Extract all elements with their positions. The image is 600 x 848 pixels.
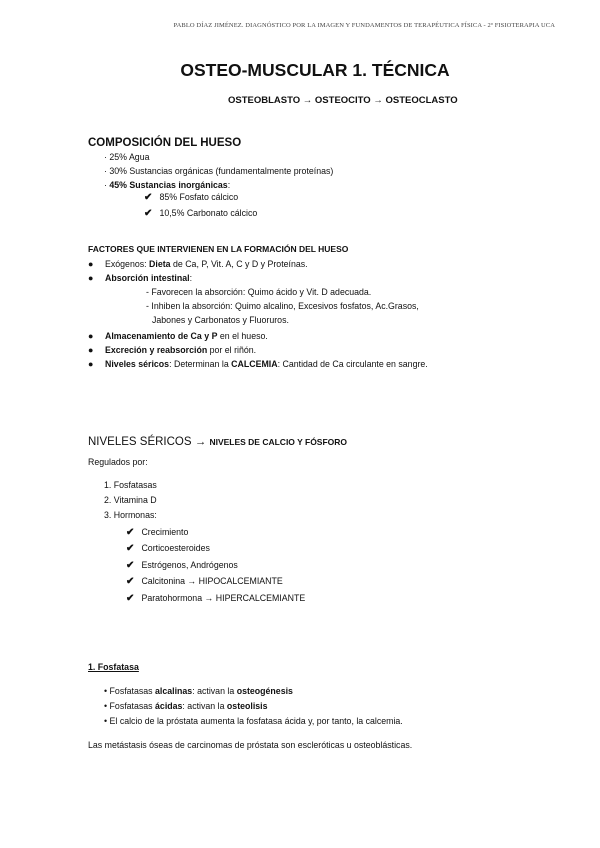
excrecion-rest: por el riñón. [207, 345, 257, 355]
hormona-4-text: Calcitonina → HIPOCALCEMIANTE [141, 576, 283, 586]
check-icon: ✔ [144, 192, 153, 203]
inorganicas-bold: 45% Sustancias inorgánicas [109, 180, 228, 190]
fosfatasa-bullet-1 [104, 686, 293, 696]
niveles-rest: : Cantidad de Ca circulante en sangre. [277, 359, 428, 369]
bullet-icon: • [104, 716, 108, 726]
absorcion-inhiben-2: Jabones y Carbonatos y Fluoruros. [152, 315, 289, 325]
niveles-bold: Niveles séricos [105, 359, 170, 369]
check-icon: ✔ [126, 576, 135, 587]
b1-alcalinas: alcalinas [155, 686, 193, 696]
bullet-icon: ● [88, 345, 94, 355]
composicion-organicas: · 30% Sustancias orgánicas (fundamentalmente proteínas) [104, 166, 334, 176]
absorcion-favorecen: - Favorecen la absorción: Quimo ácido y Vit. D adecuada. [146, 287, 372, 297]
check-icon: ✔ [126, 560, 135, 571]
bullet-icon: • [104, 701, 108, 711]
niveles-heading-sub: NIVELES DE CALCIO Y FÓSFORO [209, 437, 348, 447]
factores-absorcion [88, 273, 192, 283]
hormona-1-text: Crecimiento [141, 527, 189, 537]
bullet-icon: • [104, 686, 108, 696]
composicion-agua: · 25% Agua [104, 152, 150, 162]
check-icon: ✔ [126, 543, 135, 554]
fosfatasa-bullet-2 [104, 701, 268, 711]
factores-exogenos [88, 259, 308, 269]
page-header: PABLO DÍAZ JIMÉNEZ. DIAGNÓSTICO POR LA IMAGEN Y FUNDAMENTOS DE TERAPÉUTICA FÍSICA - 2º FISIOTERAPIA UCA [173, 22, 555, 29]
factores-niveles [88, 359, 428, 369]
niveles-regulados: Regulados por: [88, 457, 148, 467]
calcemia-bold: CALCEMIA [231, 359, 278, 369]
fosfatasa-metastasis: Las metástasis óseas de carcinomas de próstata son escleróticas u osteoblásticas. [88, 740, 413, 750]
b1-osteogenesis: osteogénesis [236, 686, 293, 696]
factores-excrecion [88, 345, 256, 355]
page-subtitle: OSTEOBLASTO → OSTEOCITO → OSTEOCLASTO [228, 95, 458, 106]
almacen-bold: Almacenamiento de Ca y P [105, 331, 218, 341]
page-title: OSTEO-MUSCULAR 1. TÉCNICA [180, 60, 450, 80]
hormona-5 [126, 593, 305, 604]
exogenos-rest: de Ca, P, Vit. A, C y D y Proteínas. [170, 259, 308, 269]
niveles-heading-main: NIVELES SÉRICOS → [88, 436, 210, 448]
niveles-mid: : Determinan la [169, 359, 232, 369]
inorganicas-prefix: · [104, 180, 110, 190]
composicion-check-2 [144, 208, 257, 219]
absorcion-colon: : [189, 273, 193, 283]
b3-text: El calcio de la próstata aumenta la fosfatasa ácida y, por tanto, la calcemia. [109, 716, 403, 726]
hormona-3 [126, 560, 238, 571]
excrecion-bold: Excreción y reabsorción [105, 345, 208, 355]
factores-almacenamiento [88, 331, 268, 341]
b2-acidas: ácidas [155, 701, 183, 711]
factores-heading: FACTORES QUE INTERVIENEN EN LA FORMACIÓN DEL HUESO [88, 244, 349, 254]
check-icon: ✔ [126, 527, 135, 538]
fosfatasa-bullet-3 [104, 716, 403, 726]
inorganicas-suffix: : [227, 180, 231, 190]
niveles-item-3: 3. Hormonas: [104, 510, 157, 520]
bullet-icon: ● [88, 359, 94, 369]
composicion-inorganicas [104, 180, 230, 190]
check-icon: ✔ [144, 208, 153, 219]
check-1-text: 85% Fosfato cálcico [159, 192, 239, 202]
absorcion-inhiben: - Inhiben la absorción: Quimo alcalino, Excesivos fosfatos, Ac.Grasos, [146, 301, 419, 311]
hormona-2 [126, 543, 210, 554]
exogenos-label: Exógenos: [105, 259, 150, 269]
hormona-1 [126, 527, 188, 538]
hormona-4 [126, 576, 283, 587]
b2-c: : activan la [182, 701, 227, 711]
b1-c: : activan la [192, 686, 237, 696]
composicion-check-1 [144, 192, 238, 203]
hormona-2-text: Corticoesteroides [141, 543, 210, 553]
check-icon: ✔ [126, 593, 135, 604]
check-2-text: 10,5% Carbonato cálcico [159, 208, 258, 218]
absorcion-bold: Absorción intestinal [105, 273, 190, 283]
b1-a: Fosfatasas [109, 686, 156, 696]
exogenos-bold: Dieta [149, 259, 171, 269]
niveles-item-2: 2. Vitamina D [104, 495, 157, 505]
bullet-icon: ● [88, 331, 94, 341]
fosfatasa-heading: 1. Fosfatasa [88, 662, 139, 672]
bullet-icon: ● [88, 273, 94, 283]
bullet-icon: ● [88, 259, 94, 269]
composicion-heading: COMPOSICIÓN DEL HUESO [88, 137, 242, 149]
almacen-rest: en el hueso. [217, 331, 268, 341]
b2-osteolisis: osteolisis [226, 701, 268, 711]
hormona-3-text: Estrógenos, Andrógenos [141, 560, 238, 570]
hormona-5-text: Paratohormona → HIPERCALCEMIANTE [141, 593, 306, 603]
niveles-heading [88, 432, 347, 450]
b2-a: Fosfatasas [109, 701, 156, 711]
niveles-item-1: 1. Fosfatasas [104, 480, 157, 490]
